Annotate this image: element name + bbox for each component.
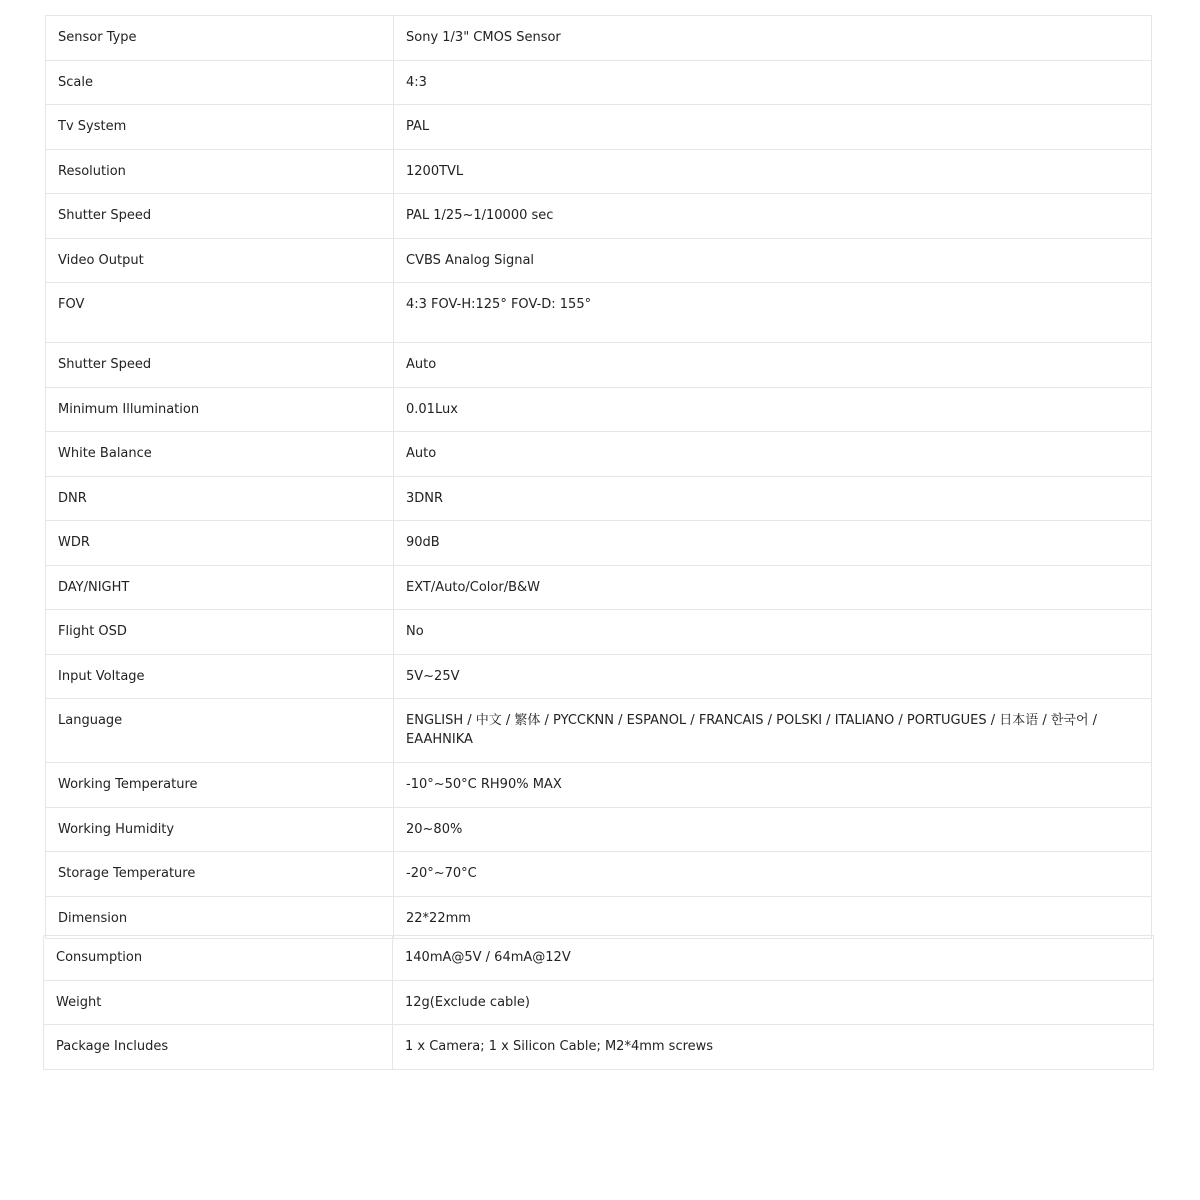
spec-label: Minimum Illumination [46,387,394,432]
spec-label: Shutter Speed [46,343,394,388]
spec-row-package-includes [44,1025,1154,1070]
spec-row-working-humidity [46,807,1152,852]
spec-row-scale [46,60,1152,105]
spec-value: 1200TVL [394,149,1152,194]
spec-row-input-voltage [46,654,1152,699]
spec-row-fov [46,283,1152,343]
spec-value: 140mA@5V / 64mA@12V [393,936,1154,981]
spec-row-consumption [44,936,1154,981]
spec-value: 3DNR [394,476,1152,521]
spec-label: Language [46,699,394,763]
spec-value: No [394,610,1152,655]
spec-row-shutter-speed [46,194,1152,239]
spec-value: 90dB [394,521,1152,566]
spec-value: Auto [394,343,1152,388]
spec-label: DAY/NIGHT [46,565,394,610]
spec-row-day-night [46,565,1152,610]
spec-value: -10°~50°C RH90% MAX [394,763,1152,808]
spec-value: PAL [394,105,1152,150]
spec-row-video-output [46,238,1152,283]
spec-label: Scale [46,60,394,105]
spec-row-dnr [46,476,1152,521]
spec-value: 22*22mm [394,896,1152,938]
spec-row-dimension [46,896,1152,938]
spec-value: 12g(Exclude cable) [393,980,1154,1025]
spec-label: Storage Temperature [46,852,394,897]
spec-value: -20°~70°C [394,852,1152,897]
spec-value: 4:3 [394,60,1152,105]
spec-table [45,15,1152,939]
spec-value: 20~80% [394,807,1152,852]
spec-label: Tv System [46,105,394,150]
spec-label: Weight [44,980,393,1025]
spec-value: 0.01Lux [394,387,1152,432]
spec-label: WDR [46,521,394,566]
spec-label: Input Voltage [46,654,394,699]
spec-label: Resolution [46,149,394,194]
spec-value: CVBS Analog Signal [394,238,1152,283]
spec-row-language [46,699,1152,763]
spec-value: 4:3 FOV-H:125° FOV-D: 155° [394,283,1152,343]
spec-label: Shutter Speed [46,194,394,239]
spec-label: Video Output [46,238,394,283]
spec-row-working-temperature [46,763,1152,808]
spec-value: PAL 1/25~1/10000 sec [394,194,1152,239]
spec-row-sensor-type [46,16,1152,61]
spec-label: Working Humidity [46,807,394,852]
spec-label: FOV [46,283,394,343]
spec-value: Auto [394,432,1152,477]
spec-row-resolution [46,149,1152,194]
spec-row-tv-system [46,105,1152,150]
spec-label: Flight OSD [46,610,394,655]
spec-label: Sensor Type [46,16,394,61]
spec-table-lower [43,935,1154,1070]
spec-label: Dimension [46,896,394,938]
spec-row-white-balance [46,432,1152,477]
spec-value: ENGLISH / 中文 / 繁体 / PYCCKNN / ESPANOL / FRANCAIS / POLSKI / ITALIANO / PORTUGUES / 日本语 / 한국어 / EAAHNIKA [394,699,1152,763]
spec-row-flight-osd [46,610,1152,655]
spec-value: Sony 1/3" CMOS Sensor [394,16,1152,61]
spec-value: 5V~25V [394,654,1152,699]
spec-row-minimum-illumination [46,387,1152,432]
spec-label: Package Includes [44,1025,393,1070]
spec-row-wdr [46,521,1152,566]
spec-label: DNR [46,476,394,521]
spec-value: 1 x Camera; 1 x Silicon Cable; M2*4mm screws [393,1025,1154,1070]
spec-row-storage-temperature [46,852,1152,897]
spec-row-weight [44,980,1154,1025]
spec-label: Consumption [44,936,393,981]
spec-row-shutter-speed-auto [46,343,1152,388]
spec-value: EXT/Auto/Color/B&W [394,565,1152,610]
spec-label: White Balance [46,432,394,477]
spec-label: Working Temperature [46,763,394,808]
